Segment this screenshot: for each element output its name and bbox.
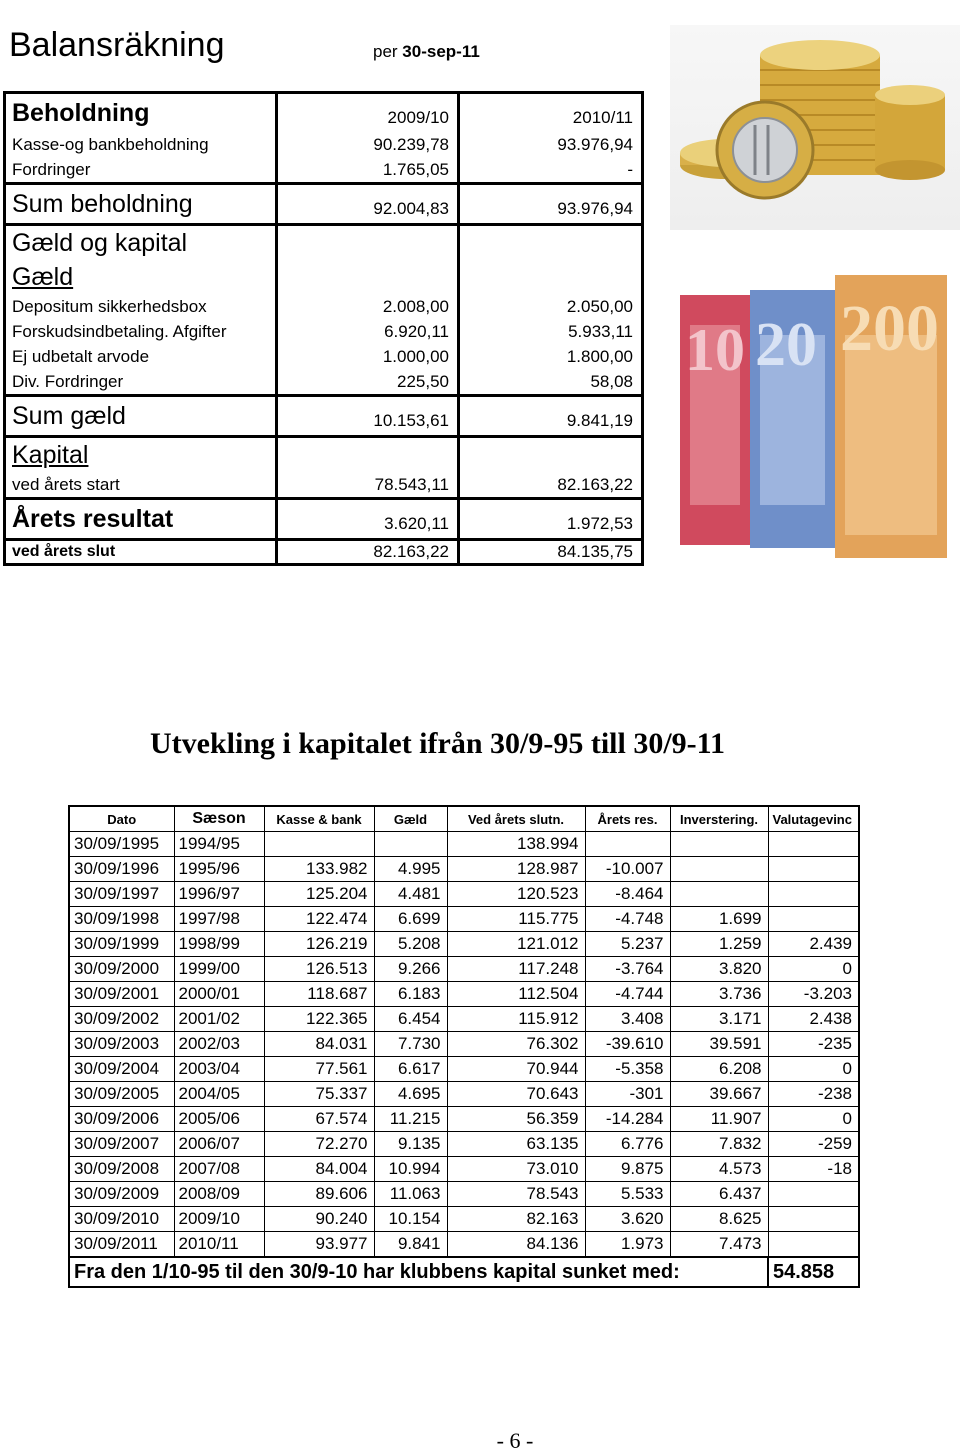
table-cell: 30/09/2006 xyxy=(69,1107,174,1132)
table-cell: 122.365 xyxy=(264,1007,374,1032)
table-cell xyxy=(768,907,859,932)
table-cell: 4.573 xyxy=(670,1157,768,1182)
table-cell: 9.266 xyxy=(374,957,447,982)
table-cell: 9.841 xyxy=(374,1232,447,1258)
table-cell: -8.464 xyxy=(585,882,670,907)
balance-table xyxy=(3,91,644,566)
table-cell: -5.358 xyxy=(585,1057,670,1082)
balance-row: Depositum sikkerhedsbox 2.008,00 2.050,00 xyxy=(5,294,643,319)
table-cell: 76.302 xyxy=(447,1032,585,1057)
table-cell: 84.136 xyxy=(447,1232,585,1258)
table-cell xyxy=(768,857,859,882)
banknote-red xyxy=(680,295,750,545)
table-cell: 5.208 xyxy=(374,932,447,957)
table-cell: 138.994 xyxy=(447,832,585,857)
development-table xyxy=(68,805,860,1288)
table-cell xyxy=(768,1232,859,1258)
banknote-blue xyxy=(750,290,835,548)
table-cell: 0 xyxy=(768,1057,859,1082)
table-cell: 3.171 xyxy=(670,1007,768,1032)
table-cell xyxy=(670,832,768,857)
table-cell: 3.620 xyxy=(585,1207,670,1232)
table-cell: 6.617 xyxy=(374,1057,447,1082)
table-cell xyxy=(768,832,859,857)
table-cell: 2.438 xyxy=(768,1007,859,1032)
table-cell: 1.699 xyxy=(670,907,768,932)
table-cell: 30/09/1997 xyxy=(69,882,174,907)
table-cell: 67.574 xyxy=(264,1107,374,1132)
table-cell: 118.687 xyxy=(264,982,374,1007)
table-cell: 2005/06 xyxy=(174,1107,264,1132)
table-row xyxy=(69,932,859,957)
balance-row: Fordringer 1.765,05 - xyxy=(5,157,643,184)
table-cell: 115.912 xyxy=(447,1007,585,1032)
table-row xyxy=(69,1157,859,1182)
section-gaeld-row: Gæld xyxy=(5,260,643,294)
col-header-a: 2009/10 xyxy=(277,93,459,133)
table-cell: 75.337 xyxy=(264,1082,374,1107)
table-cell: 1994/95 xyxy=(174,832,264,857)
table-cell: -10.007 xyxy=(585,857,670,882)
col-gaeld: Gæld xyxy=(374,806,447,832)
col-ved-aarets-slutn: Ved årets slutn. xyxy=(447,806,585,832)
coins-image xyxy=(670,25,960,230)
table-cell: 6.208 xyxy=(670,1057,768,1082)
table-cell: 30/09/2002 xyxy=(69,1007,174,1032)
table-cell: 30/09/1998 xyxy=(69,907,174,932)
table-cell: 121.012 xyxy=(447,932,585,957)
table-cell: 6.699 xyxy=(374,907,447,932)
table-cell: 4.995 xyxy=(374,857,447,882)
kapital-slut-row: ved årets slut 82.163,22 84.135,75 xyxy=(5,540,643,565)
table-cell: -3.764 xyxy=(585,957,670,982)
balance-row: Kasse-og bankbeholdning 90.239,78 93.976,94 xyxy=(5,132,643,157)
table-cell: 70.643 xyxy=(447,1082,585,1107)
table-cell: 11.215 xyxy=(374,1107,447,1132)
table-cell: 89.606 xyxy=(264,1182,374,1207)
table-cell: 125.204 xyxy=(264,882,374,907)
table-row xyxy=(69,857,859,882)
table-cell: 84.031 xyxy=(264,1032,374,1057)
development-title: Utvekling i kapitalet ifrån 30/9-95 till 30/9-11 xyxy=(150,727,725,760)
table-cell: 9.875 xyxy=(585,1157,670,1182)
banknote-orange xyxy=(835,275,947,558)
table-cell: 30/09/2003 xyxy=(69,1032,174,1057)
table-cell: 2004/05 xyxy=(174,1082,264,1107)
table-cell: 3.820 xyxy=(670,957,768,982)
table-cell: 39.591 xyxy=(670,1032,768,1057)
table-cell: 126.513 xyxy=(264,957,374,982)
table-cell: 3.408 xyxy=(585,1007,670,1032)
svg-text:10: 10 xyxy=(685,317,745,383)
table-cell: 7.730 xyxy=(374,1032,447,1057)
col-aarets-res: Årets res. xyxy=(585,806,670,832)
table-cell: 30/09/1999 xyxy=(69,932,174,957)
table-row xyxy=(69,982,859,1007)
col-saeson: Sæson xyxy=(174,806,264,832)
table-cell: 2001/02 xyxy=(174,1007,264,1032)
table-cell xyxy=(264,832,374,857)
table-cell xyxy=(585,832,670,857)
table-cell: 10.154 xyxy=(374,1207,447,1232)
table-cell: 30/09/1995 xyxy=(69,832,174,857)
table-cell: -259 xyxy=(768,1132,859,1157)
table-cell: 1996/97 xyxy=(174,882,264,907)
table-cell: 93.977 xyxy=(264,1232,374,1258)
table-cell xyxy=(374,832,447,857)
table-cell: 30/09/2000 xyxy=(69,957,174,982)
table-cell: 7.473 xyxy=(670,1232,768,1258)
table-cell: 126.219 xyxy=(264,932,374,957)
table-cell xyxy=(768,1182,859,1207)
banknotes-image xyxy=(680,275,947,558)
table-cell: 73.010 xyxy=(447,1157,585,1182)
table-cell: 2006/07 xyxy=(174,1132,264,1157)
table-cell: 112.504 xyxy=(447,982,585,1007)
kapital-start-row: ved årets start 78.543,11 82.163,22 xyxy=(5,472,643,499)
section-beholdning: Beholdning xyxy=(5,93,277,133)
aarets-resultat-row: Årets resultat 3.620,11 1.972,53 xyxy=(5,499,643,540)
table-cell: 78.543 xyxy=(447,1182,585,1207)
table-row xyxy=(69,832,859,857)
table-cell xyxy=(670,882,768,907)
table-cell: 82.163 xyxy=(447,1207,585,1232)
table-row xyxy=(69,1107,859,1132)
table-row xyxy=(69,1132,859,1157)
table-cell: 6.183 xyxy=(374,982,447,1007)
table-cell: 2.439 xyxy=(768,932,859,957)
table-row xyxy=(69,1007,859,1032)
table-cell: 3.736 xyxy=(670,982,768,1007)
table-cell: 128.987 xyxy=(447,857,585,882)
table-cell: 8.625 xyxy=(670,1207,768,1232)
sum-beholdning-row: Sum beholdning 92.004,83 93.976,94 xyxy=(5,184,643,225)
table-cell: 11.907 xyxy=(670,1107,768,1132)
table-cell: 115.775 xyxy=(447,907,585,932)
col-inverstering: Inverstering. xyxy=(670,806,768,832)
table-cell: 84.004 xyxy=(264,1157,374,1182)
table-cell: 133.982 xyxy=(264,857,374,882)
table-cell xyxy=(670,857,768,882)
table-cell: -39.610 xyxy=(585,1032,670,1057)
table-cell: 39.667 xyxy=(670,1082,768,1107)
table-header-row xyxy=(69,806,859,832)
table-cell: 2003/04 xyxy=(174,1057,264,1082)
table-cell: 30/09/2004 xyxy=(69,1057,174,1082)
footer-value: 54.858 xyxy=(768,1257,859,1287)
table-cell: 30/09/2009 xyxy=(69,1182,174,1207)
table-row xyxy=(69,1182,859,1207)
table-cell: 6.776 xyxy=(585,1132,670,1157)
table-cell: 2009/10 xyxy=(174,1207,264,1232)
development-table-body xyxy=(69,832,859,1258)
table-cell: -18 xyxy=(768,1157,859,1182)
table-cell: 0 xyxy=(768,1107,859,1132)
table-cell: 63.135 xyxy=(447,1132,585,1157)
table-cell: 1.259 xyxy=(670,932,768,957)
table-row xyxy=(69,907,859,932)
table-row xyxy=(69,1057,859,1082)
footer-text: Fra den 1/10-95 til den 30/9-10 har klubbens kapital sunket med: xyxy=(69,1257,768,1287)
table-cell: 6.437 xyxy=(670,1182,768,1207)
table-cell: 4.695 xyxy=(374,1082,447,1107)
svg-text:200: 200 xyxy=(840,292,939,365)
coin-stack-right xyxy=(875,85,945,180)
table-cell: 70.944 xyxy=(447,1057,585,1082)
col-dato: Dato xyxy=(69,806,174,832)
table-cell: 5.533 xyxy=(585,1182,670,1207)
table-footer-row xyxy=(69,1257,859,1287)
table-cell: 30/09/2011 xyxy=(69,1232,174,1258)
table-cell: 7.832 xyxy=(670,1132,768,1157)
table-cell: 30/09/2005 xyxy=(69,1082,174,1107)
table-row xyxy=(69,957,859,982)
table-cell: 120.523 xyxy=(447,882,585,907)
table-cell: 1.973 xyxy=(585,1232,670,1258)
col-header-b: 2010/11 xyxy=(459,93,643,133)
table-cell: 6.454 xyxy=(374,1007,447,1032)
table-cell: 72.270 xyxy=(264,1132,374,1157)
table-row xyxy=(69,1082,859,1107)
page-number: - 6 - xyxy=(496,1428,534,1453)
balance-row: Div. Fordringer 225,50 58,08 xyxy=(5,369,643,396)
table-cell: 90.240 xyxy=(264,1207,374,1232)
table-cell: 117.248 xyxy=(447,957,585,982)
table-cell: 77.561 xyxy=(264,1057,374,1082)
table-row xyxy=(69,1207,859,1232)
table-cell: 2010/11 xyxy=(174,1232,264,1258)
sum-gaeld-row: Sum gæld 10.153,61 9.841,19 xyxy=(5,396,643,437)
table-cell: 122.474 xyxy=(264,907,374,932)
table-row xyxy=(69,882,859,907)
table-row xyxy=(69,1232,859,1258)
table-cell: 30/09/2007 xyxy=(69,1132,174,1157)
table-cell: -14.284 xyxy=(585,1107,670,1132)
table-cell: 2007/08 xyxy=(174,1157,264,1182)
table-cell: 10.994 xyxy=(374,1157,447,1182)
col-kasse-bank: Kasse & bank xyxy=(264,806,374,832)
table-cell: 2002/03 xyxy=(174,1032,264,1057)
section-gaeld-kapital-row: Gæld og kapital xyxy=(5,225,643,261)
table-cell xyxy=(768,1207,859,1232)
table-cell: 30/09/2008 xyxy=(69,1157,174,1182)
table-cell: 9.135 xyxy=(374,1132,447,1157)
table-cell: 30/09/2001 xyxy=(69,982,174,1007)
svg-text:20: 20 xyxy=(755,311,817,379)
balance-row: Forskudsindbetaling. Afgifter 6.920,11 5.933,11 xyxy=(5,319,643,344)
balance-header-row xyxy=(5,93,643,133)
table-cell: -4.744 xyxy=(585,982,670,1007)
table-cell: 30/09/1996 xyxy=(69,857,174,882)
table-cell: -238 xyxy=(768,1082,859,1107)
table-cell: 11.063 xyxy=(374,1182,447,1207)
table-cell: 1995/96 xyxy=(174,857,264,882)
period-label: per 30-sep-11 xyxy=(373,42,480,61)
table-cell: 2008/09 xyxy=(174,1182,264,1207)
table-cell: -301 xyxy=(585,1082,670,1107)
table-cell: 0 xyxy=(768,957,859,982)
page-title: Balansräkning xyxy=(9,26,225,64)
table-cell: -3.203 xyxy=(768,982,859,1007)
table-cell: 1999/00 xyxy=(174,957,264,982)
table-cell: 1998/99 xyxy=(174,932,264,957)
balance-row: Ej udbetalt arvode 1.000,00 1.800,00 xyxy=(5,344,643,369)
table-row xyxy=(69,1032,859,1057)
euro-coin-front xyxy=(717,102,813,198)
table-cell: -235 xyxy=(768,1032,859,1057)
table-cell: -4.748 xyxy=(585,907,670,932)
col-valutagevinst: Valutagevinc xyxy=(768,806,859,832)
table-cell: 2000/01 xyxy=(174,982,264,1007)
section-kapital-row: Kapital xyxy=(5,437,643,473)
table-cell: 4.481 xyxy=(374,882,447,907)
table-cell: 30/09/2010 xyxy=(69,1207,174,1232)
period-date: 30-sep-11 xyxy=(402,42,480,61)
table-cell xyxy=(768,882,859,907)
table-cell: 1997/98 xyxy=(174,907,264,932)
table-cell: 56.359 xyxy=(447,1107,585,1132)
table-cell: 5.237 xyxy=(585,932,670,957)
